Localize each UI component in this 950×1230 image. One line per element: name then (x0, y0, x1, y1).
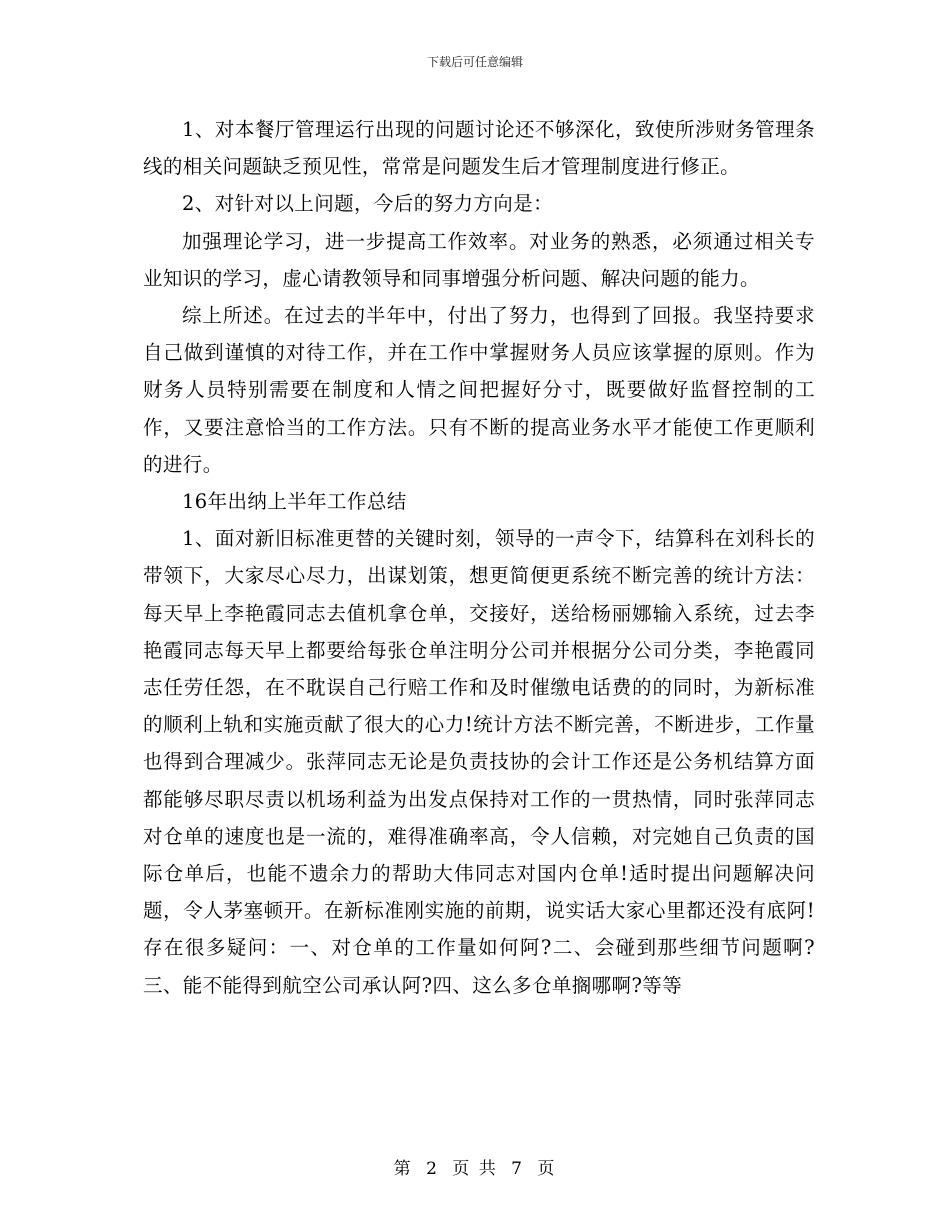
section-heading: 16年出纳上半年工作总结 (182, 490, 407, 514)
document-body (143, 111, 815, 1004)
page-footer (0, 1154, 950, 1179)
total-pages-number: 7 (511, 1159, 524, 1179)
paragraph: 2、对针对以上问题，今后的努力方向是： (182, 192, 554, 216)
current-page-number: 2 (426, 1159, 439, 1179)
paragraph: 综上所述。在过去的半年中，付出了努力，也得到了回报。我坚持要求自己做到谨慎的对待工作，并在工作中掌握财务人员应该掌握的原则。作为财务人员特别需要在制度和人情之间把握好分寸，既要做好监督控制的工作，又要注意恰当的工作方法。只有不断的提高业务水平才能使工作更顺利的进行。 (143, 304, 815, 476)
footer-middle: 页 共 (452, 1159, 498, 1179)
paragraph: 1、面对新旧标准更替的关键时刻，领导的一声令下，结算科在刘科长的带领下，大家尽心尽力，出谋划策，想更简便更系统不断完善的统计方法：每天早上李艳霞同志去值机拿仓单，交接好，送给杨丽娜输入系统，过去李艳霞同志每天早上都要给每张仓单注明分公司并根据分公司分类，李艳霞同志任劳任怨，在不耽误自己行赔工作和及时催缴电话费的的同时，为新标准的顺利上轨和实施贡献了很大的心力!统计方法不断完善，不断进步，工作量也得到合理减少。张萍同志无论是负责技协的会计工作还是公务机结算方面都能够尽职尽责以机场利益为出发点保持对工作的一贯热情，同时张萍同志对仓单的速度也是一流的，难得准确率高，令人信赖，对完她自己负责的国际仓单后，也能不遗余力的帮助大伟同志对国内仓单!适时提出问题解决问题，令人茅塞顿开。在新标准刚实施的前期，说实话大家心里都还没有底阿!存在很多疑问：一、对仓单的工作量如何阿?二、会碰到那些细节问题啊?三、能不能得到航空公司承认阿?四、这么多仓单搁哪啊?等等 (143, 527, 815, 997)
footer-prefix: 第 (393, 1159, 413, 1179)
paragraph: 1、对本餐厅管理运行出现的问题讨论还不够深化，致使所涉财务管理条线的相关问题缺乏预见性，常常是问题发生后才管理制度进行修正。 (143, 118, 815, 179)
page-header: 下载后可任意编辑 (426, 55, 523, 69)
footer-suffix: 页 (537, 1159, 557, 1179)
paragraph: 加强理论学习，进一步提高工作效率。对业务的熟悉，必须通过相关专业知识的学习，虚心请教领导和同事增强分析问题、解决问题的能力。 (143, 229, 815, 290)
